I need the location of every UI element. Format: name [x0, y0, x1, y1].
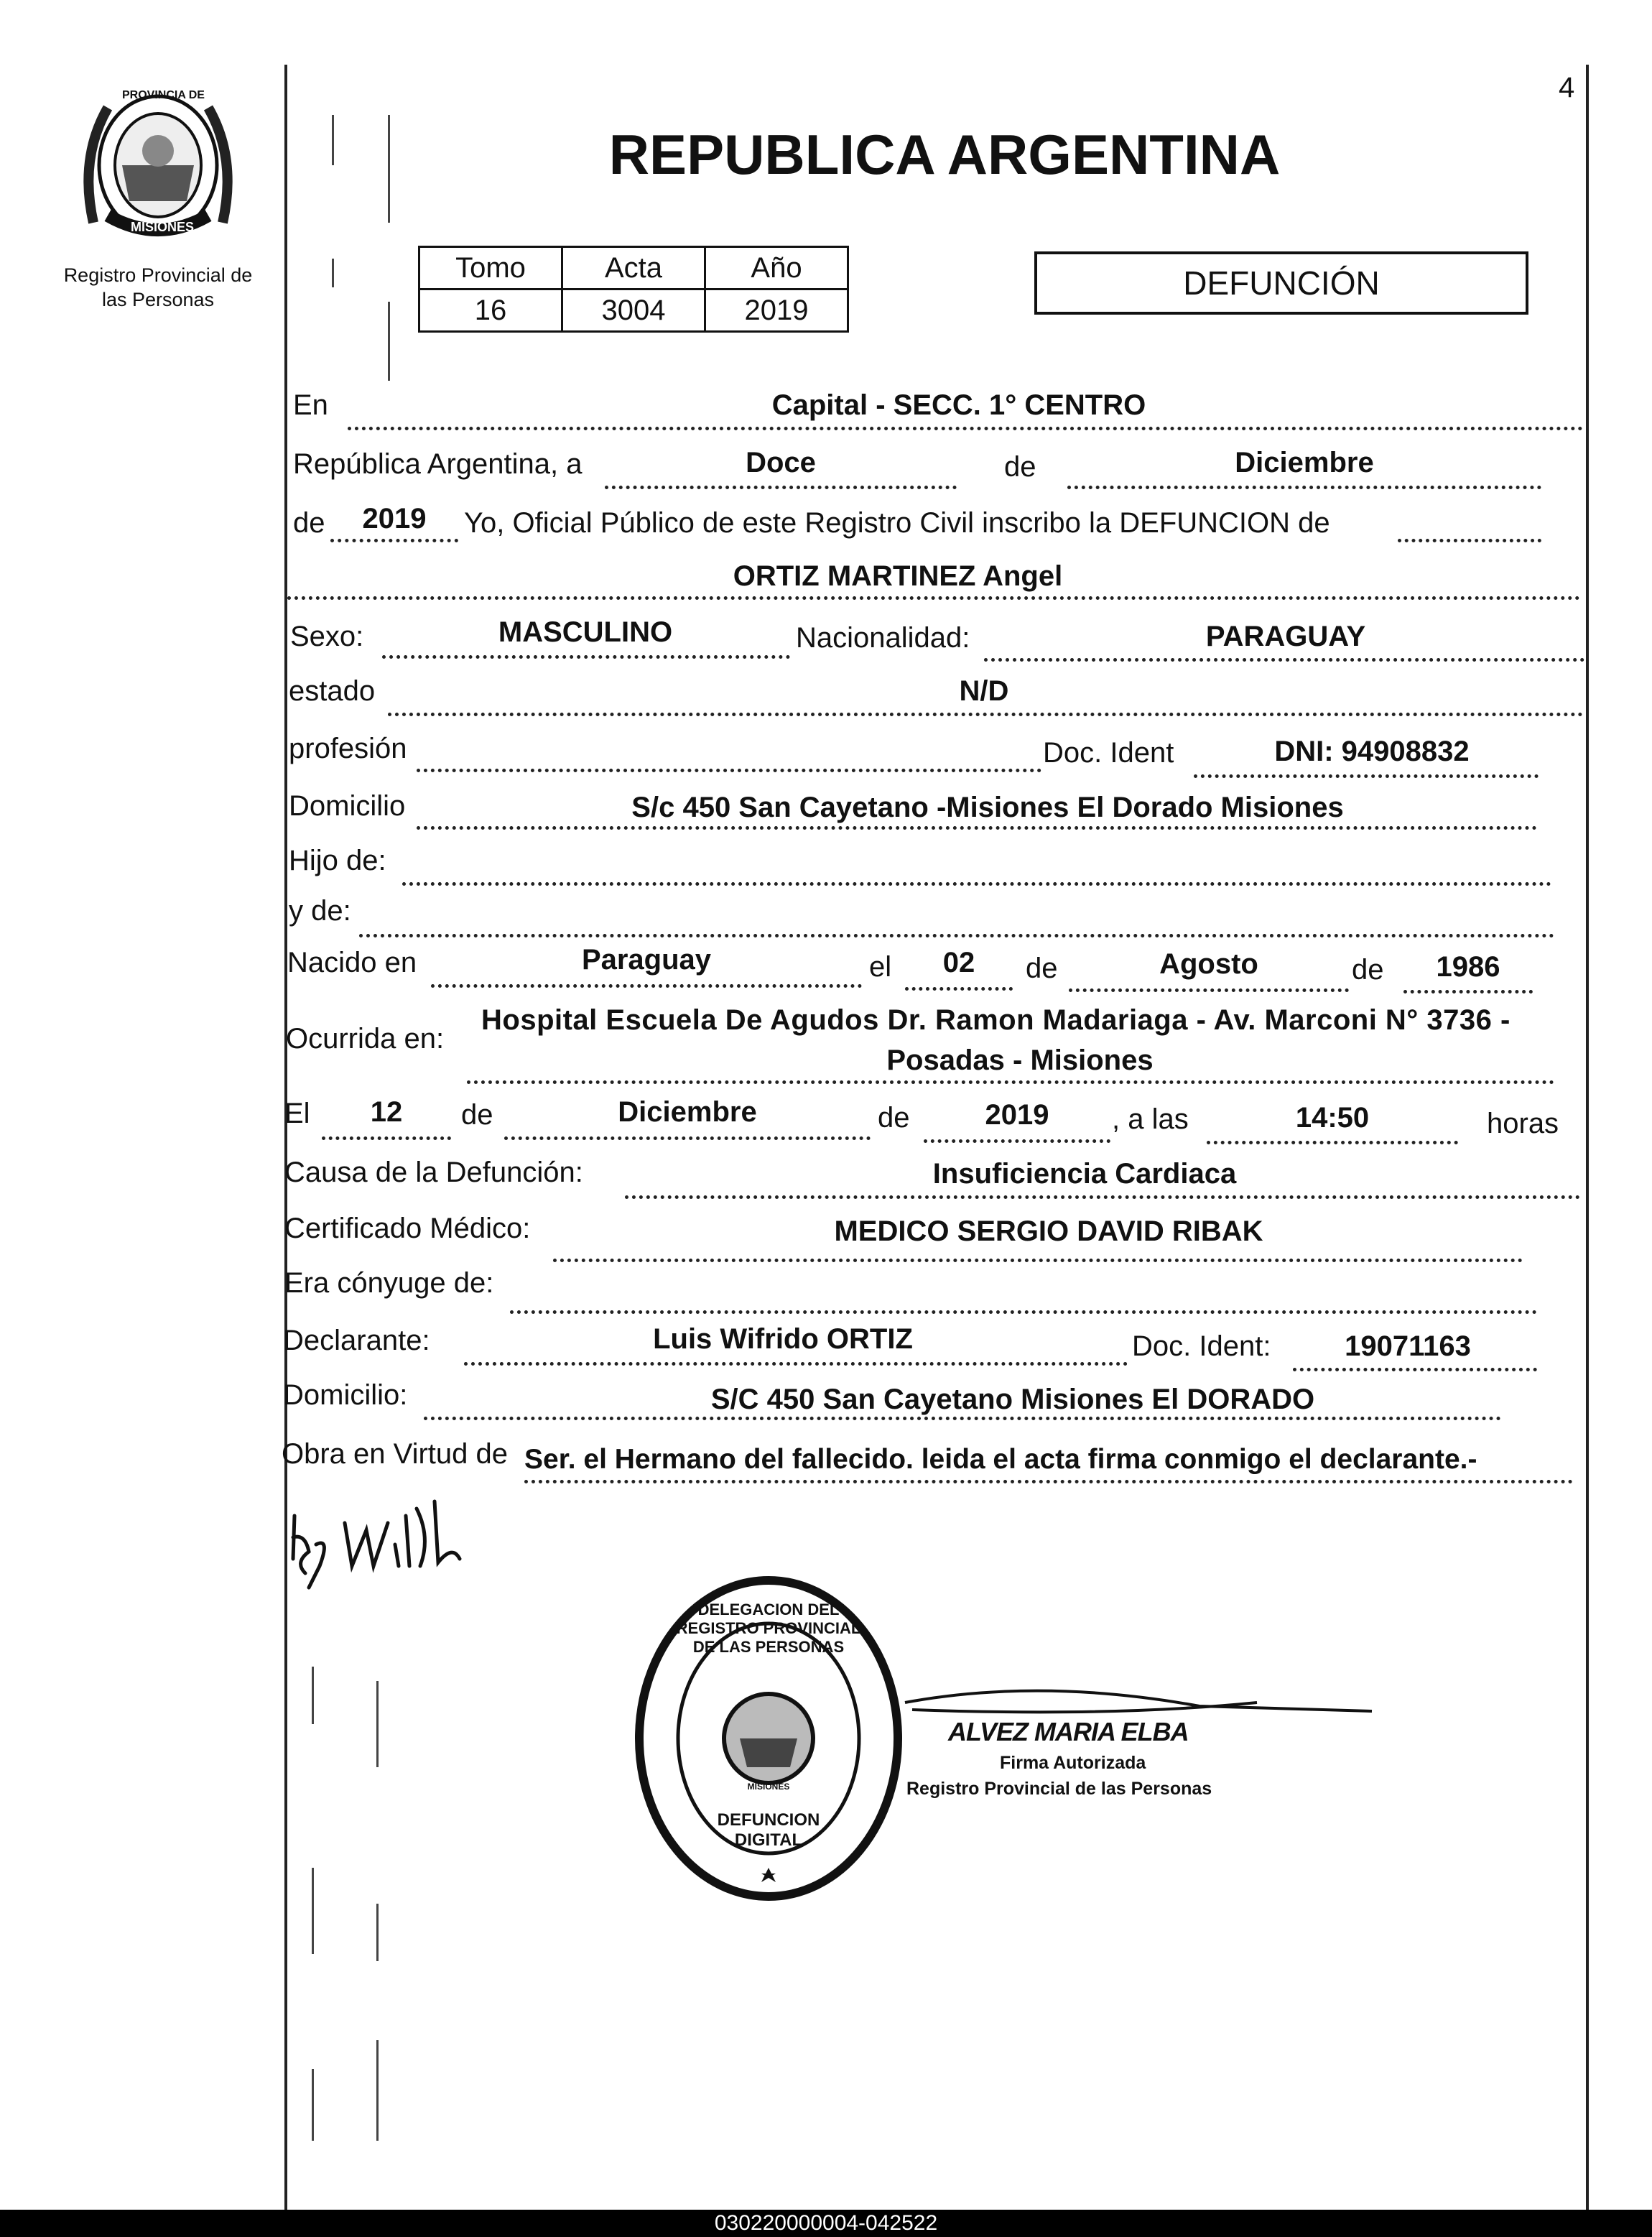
- label-republica: República Argentina, a: [293, 448, 583, 480]
- value-def-anio: 2019: [985, 1099, 1049, 1131]
- line-def-dia: [322, 1136, 451, 1140]
- label-certificado: Certificado Médico:: [284, 1213, 531, 1244]
- line-nac-anio: [1403, 990, 1533, 994]
- label-de-2: de: [293, 507, 325, 539]
- line-dia: [605, 486, 957, 489]
- label-estado: estado: [289, 675, 376, 707]
- line-ocurrida: [467, 1080, 1554, 1084]
- label-horas: horas: [1487, 1108, 1559, 1139]
- line-mes: [1067, 486, 1541, 489]
- table-header: Año: [705, 247, 848, 290]
- value-nacionalidad: PARAGUAY: [1205, 621, 1366, 652]
- value-dni: DNI: 94908832: [1274, 736, 1470, 767]
- value-def-hora: 14:50: [1295, 1102, 1370, 1134]
- line-nacionalidad: [984, 658, 1584, 662]
- label-y-de: y de:: [289, 895, 351, 927]
- line-obra: [524, 1480, 1573, 1483]
- line-nombre: [287, 596, 1580, 600]
- declarant-signature: [280, 1494, 467, 1595]
- value-domicilio: S/c 450 San Cayetano -Misiones El Dorado Misiones: [631, 792, 1344, 823]
- official-role: Firma Autorizada: [1000, 1753, 1146, 1773]
- stamp-inner-text: DEFUNCION DIGITAL: [717, 1810, 820, 1850]
- value-estado: N/D: [959, 675, 1009, 707]
- right-border-rule: [1586, 65, 1589, 2213]
- official-stamp: [632, 1573, 905, 1904]
- value-declarante-doc: 19071163: [1345, 1330, 1471, 1362]
- footer-code-text: 030220000004-042522: [714, 2211, 938, 2235]
- doc-type-label: DEFUNCIÓN: [1183, 264, 1380, 302]
- line-anio: [330, 539, 458, 542]
- label-de-5: de: [461, 1099, 493, 1131]
- label-el-cap: El: [284, 1098, 310, 1129]
- label-en: En: [293, 389, 328, 421]
- scan-mark: [376, 1904, 379, 1961]
- value-lugar: Capital - SECC. 1° CENTRO: [771, 389, 1146, 421]
- label-hijo-de: Hijo de:: [289, 845, 386, 876]
- label-doc-ident-2: Doc. Ident:: [1132, 1330, 1271, 1362]
- seal-top-text: PROVINCIA DE: [122, 89, 205, 101]
- label-doc-ident: Doc. Ident: [1043, 737, 1174, 769]
- left-margin-rule: [284, 65, 287, 2213]
- line-dni: [1194, 774, 1539, 778]
- line-def-anio: [924, 1139, 1110, 1143]
- line-domicilio: [417, 826, 1537, 830]
- scan-mark: [376, 2040, 379, 2141]
- value-ocurrida-2: Posadas - Misiones: [886, 1045, 1154, 1076]
- value-sexo: MASCULINO: [498, 616, 673, 648]
- footer-code: [0, 2210, 1652, 2237]
- label-de-6: de: [878, 1102, 910, 1134]
- label-conyuge: Era cónyuge de:: [284, 1267, 494, 1299]
- value-def-mes: Diciembre: [618, 1096, 757, 1128]
- scan-mark: [332, 115, 334, 165]
- registry-label-1: Registro Provincial de: [63, 264, 253, 286]
- province-seal: [79, 79, 237, 244]
- label-causa: Causa de la Defunción:: [284, 1157, 583, 1188]
- label-de-3: de: [1026, 953, 1058, 984]
- value-def-dia: 12: [370, 1096, 403, 1128]
- table-cell: 16: [419, 290, 562, 332]
- value-causa: Insuficiencia Cardiaca: [932, 1158, 1237, 1190]
- record-table: [418, 246, 849, 333]
- scan-mark: [312, 2069, 314, 2141]
- line-domicilio-2: [424, 1417, 1501, 1420]
- label-declarante: Declarante:: [283, 1325, 430, 1356]
- table-cell: 2019: [705, 290, 848, 332]
- label-obra: Obra en Virtud de: [282, 1438, 509, 1470]
- line-y-de: [359, 934, 1554, 937]
- label-de-4: de: [1352, 954, 1384, 986]
- official-name: ALVEZ MARIA ELBA: [948, 1717, 1189, 1746]
- value-domicilio-2: S/C 450 San Cayetano Misiones El DORADO: [710, 1384, 1315, 1415]
- label-yo: Yo, Oficial Público de este Registro Civil inscribo la DEFUNCION de: [464, 507, 1330, 539]
- label-a-las: , a las: [1112, 1103, 1189, 1135]
- line-conyuge: [510, 1310, 1537, 1314]
- label-de-1: de: [1004, 451, 1036, 483]
- label-ocurrida-en: Ocurrida en:: [286, 1023, 445, 1055]
- value-nacido-en: Paraguay: [581, 944, 712, 976]
- line-profesion: [417, 769, 1041, 772]
- line-declarante: [464, 1362, 1128, 1366]
- table-header: Tomo: [419, 247, 562, 290]
- line-lugar: [348, 427, 1583, 430]
- value-dia: Doce: [746, 447, 816, 478]
- stamp-inner-seal: MISIONES: [747, 1782, 790, 1792]
- label-profesion: profesión: [289, 733, 407, 764]
- page-title: REPUBLICA ARGENTINA: [608, 123, 1281, 186]
- value-obra: Ser. el Hermano del fallecido. leida el acta firma conmigo el declarante.-: [524, 1444, 1477, 1475]
- registry-label-2: las Personas: [101, 289, 215, 310]
- label-el: el: [869, 951, 892, 983]
- seal-bottom-text: MISIONES: [131, 220, 195, 234]
- line-causa: [625, 1195, 1580, 1199]
- line-declarante-doc: [1293, 1368, 1537, 1371]
- line-nac-mes: [1069, 988, 1349, 992]
- value-nac-mes: Agosto: [1159, 948, 1258, 980]
- value-nombre: ORTIZ MARTINEZ Angel: [733, 560, 1063, 592]
- line-nac-dia: [905, 987, 1013, 991]
- line-certificado: [553, 1259, 1523, 1262]
- scan-mark: [388, 302, 390, 381]
- label-domicilio-2: Domicilio:: [283, 1379, 408, 1411]
- scan-mark: [332, 259, 334, 287]
- line-hijo-de: [402, 882, 1551, 886]
- doc-type-box: [1034, 251, 1528, 315]
- line-def-hora: [1207, 1141, 1458, 1144]
- scan-mark: [312, 1868, 314, 1954]
- scan-mark: [388, 115, 390, 223]
- official-office: Registro Provincial de las Personas: [906, 1779, 1212, 1799]
- label-nacido-en: Nacido en: [287, 947, 417, 978]
- table-header: Acta: [562, 247, 705, 290]
- line-def-mes: [504, 1136, 871, 1140]
- scan-mark: [312, 1667, 314, 1724]
- line-yo-tail: [1398, 539, 1541, 542]
- value-nac-dia: 02: [942, 947, 975, 978]
- table-cell: 3004: [562, 290, 705, 332]
- label-sexo: Sexo:: [290, 621, 364, 652]
- label-domicilio: Domicilio: [289, 790, 406, 822]
- line-sexo: [382, 655, 790, 659]
- value-mes: Diciembre: [1235, 447, 1374, 478]
- value-declarante: Luis Wifrido ORTIZ: [653, 1323, 913, 1355]
- page-number: 4: [1559, 72, 1575, 103]
- value-nac-anio: 1986: [1436, 951, 1500, 983]
- scan-mark: [376, 1681, 379, 1767]
- line-nacido-en: [431, 984, 862, 988]
- value-anio: 2019: [362, 503, 427, 534]
- stamp-outer-text: DELEGACION DEL REGISTRO PROVINCIAL DE LAS PERSONAS: [676, 1601, 861, 1656]
- label-nacionalidad: Nacionalidad:: [796, 622, 970, 654]
- line-estado: [388, 713, 1583, 716]
- value-ocurrida-1: Hospital Escuela De Agudos Dr. Ramon Madariaga - Av. Marconi N° 3736 -: [481, 1004, 1511, 1036]
- value-certificado: MEDICO SERGIO DAVID RIBAK: [834, 1215, 1263, 1247]
